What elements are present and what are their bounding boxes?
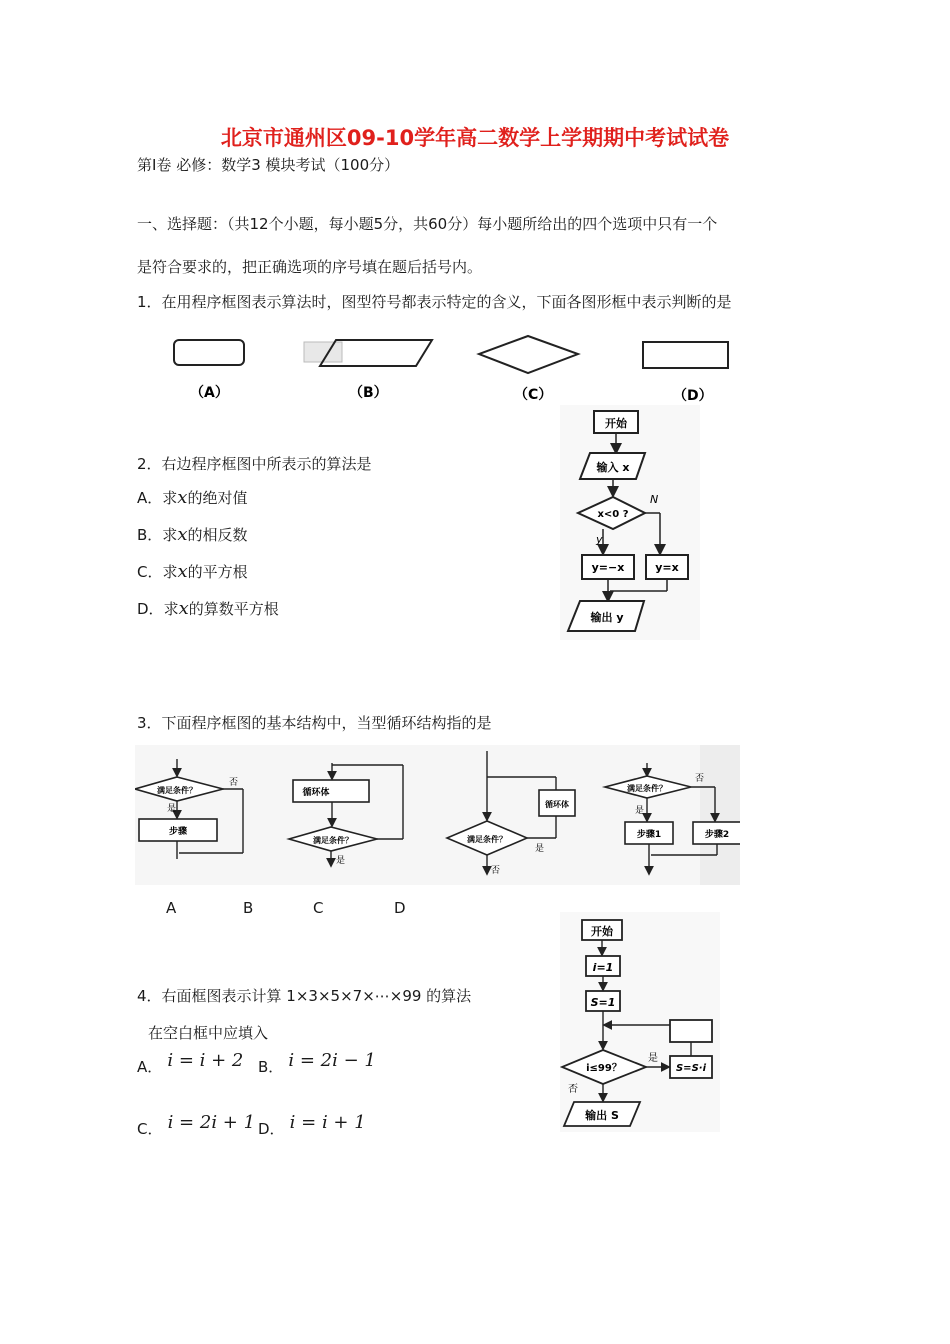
flow-output-label: 输出 y [590,611,624,624]
flow-left-label: y=−x [591,561,625,574]
flow-condition-label: x<0 ? [597,509,629,520]
option-var: x [178,598,189,619]
question-1-shapes-figure [166,330,746,408]
structure-b-cond-label: 满足条件？ [313,836,353,845]
question-4-text: 4．右面框图表示计算 1×3×5×7×⋯×99 的算法 [137,987,472,1005]
flow-init-s-label: S=1 [590,996,616,1009]
structure-a-step-label: 步骤 [168,827,188,837]
option-expression: i = 2i − 1 [288,1050,376,1071]
structure-c-no-label: 否 [491,866,501,876]
structure-a-no-label: 否 [229,778,239,788]
structure-d-step2-label: 步骤2 [704,830,730,840]
question-4-flowchart [560,912,720,1132]
flow-start-label: 开始 [605,417,627,430]
structure-label-a: A [166,899,177,917]
flow-no-label: N [650,493,659,506]
option-letter: A． [137,489,163,507]
option-letter: D． [258,1120,285,1138]
flow-condition-label: i≤99？ [586,1063,622,1074]
flow-no-label: 否 [568,1084,578,1095]
structure-d-no-label: 否 [695,774,705,784]
option-expression: i = i + 1 [289,1112,366,1133]
question-2-flowchart [560,405,700,640]
flow-input-label: 输入 x [596,461,630,474]
structure-c-cond-label: 满足条件？ [467,835,507,844]
exam-subtitle: 第I卷 必修：数学3 模块考试（100分） [137,156,400,174]
question-2-option-c [137,561,248,582]
option-var: x [177,487,188,508]
question-4-option-b [258,1050,376,1077]
option-pre: 求 [162,526,178,544]
question-3-text: 3．下面程序框图的基本结构中，当型循环结构指的是 [137,714,492,732]
question-4-option-c [137,1112,256,1139]
shape-label-d: （D） [673,388,713,404]
structure-d-step1-label: 步骤1 [636,830,662,840]
option-expression: i = 2i + 1 [167,1112,256,1133]
question-2-option-b [137,524,247,545]
option-post: 的相反数 [187,526,248,544]
option-pre: 求 [163,600,179,618]
option-pre: 求 [162,563,178,581]
flow-blank-box [670,1020,712,1042]
flow-update-label: S=S·i [675,1063,707,1074]
structure-d-cond-label: 满足条件？ [627,784,667,793]
option-pre: 求 [162,489,178,507]
question-4-option-a [137,1050,244,1077]
structure-label-d: D [394,899,406,917]
option-var: x [177,524,188,545]
structure-label-c: C [313,899,324,917]
option-letter: A． [137,1058,163,1076]
question-2-text: 2．右边程序框图中所表示的算法是 [137,455,372,473]
flow-yes-label: y [596,533,603,546]
shape-label-c: （C） [514,387,553,403]
structure-c-loop-label: 循环体 [545,800,569,809]
structure-b-loop-label: 循环体 [302,788,330,798]
flow-init-i-label: i=1 [592,961,614,974]
option-letter: D． [137,600,164,618]
option-var: x [177,561,188,582]
structure-d-yes-label: 是 [635,806,645,816]
shape-label-a: （A） [190,385,229,401]
option-letter: B． [258,1058,284,1076]
section-instructions-line2: 是符合要求的，把正确选项的序号填在题后括号内。 [137,258,483,276]
option-letter: C． [137,563,163,581]
flow-start-label: 开始 [591,925,613,938]
page-title: 北京市通州区09-10学年高二数学上学期期中考试试卷 [220,126,730,150]
option-expression: i = i + 2 [167,1050,244,1071]
section-instructions-line1: 一、选择题：（共12个小题，每小题5分，共60分）每小题所给出的四个选项中只有一个 [137,215,718,233]
question-3-structures-figure [135,745,740,885]
question-1-text: 1．在用程序框图表示算法时，图型符号都表示特定的含义，下面各图形框中表示判断的是 [137,293,732,311]
shape-label-b: （B） [349,385,388,401]
structure-label-b: B [243,899,254,917]
flow-yes-label: 是 [648,1053,658,1064]
structure-c-yes-label: 是 [535,844,545,854]
flow-right-label: y=x [655,561,679,574]
question-2-option-a [137,487,247,508]
option-post: 的平方根 [187,563,248,581]
option-post: 的绝对值 [187,489,248,507]
structure-b-yes-label: 是 [336,856,346,866]
structure-a-cond-label: 满足条件？ [157,786,197,795]
question-4-subtext: 在空白框中应填入 [148,1024,269,1042]
flow-output-label: 输出 S [585,1109,619,1122]
option-letter: C． [137,1120,163,1138]
question-2-option-d [137,598,279,619]
question-4-option-d [258,1112,366,1139]
option-post: 的算数平方根 [188,600,279,618]
option-letter: B． [137,526,163,544]
structure-a-yes-label: 是 [167,804,177,814]
